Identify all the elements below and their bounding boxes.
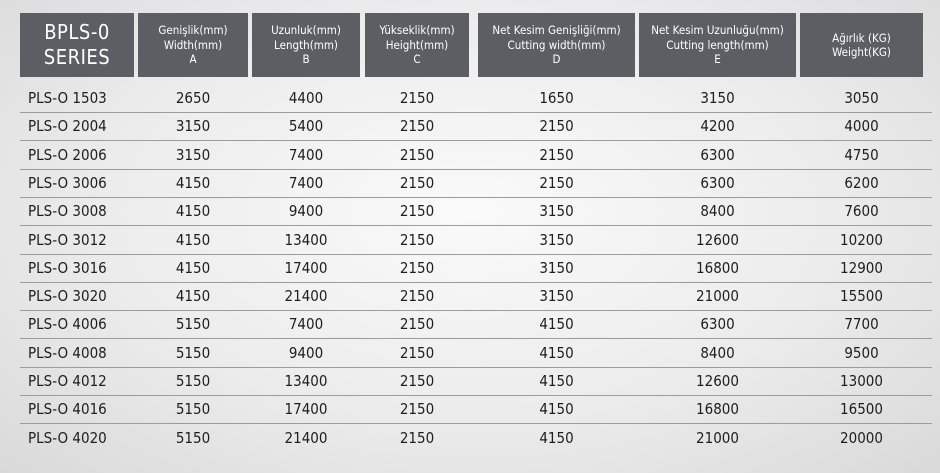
width-cell: 5150 <box>175 400 211 419</box>
table-row <box>20 84 932 113</box>
cutting-length-cell: 3150 <box>700 89 735 107</box>
length-cell: 7400 <box>288 173 324 192</box>
series-title-line1: BPLS-0 <box>44 20 110 44</box>
height-cell: 2150 <box>399 230 435 249</box>
height-cell: 2150 <box>399 372 435 390</box>
model-cell: PLS-O 3006 <box>28 173 107 192</box>
header-code: B <box>302 52 310 67</box>
table-row <box>20 395 932 424</box>
header-tr: Net Kesim Genişliği(mm) <box>492 23 621 38</box>
width-cell: 4150 <box>175 202 211 221</box>
column-header-weight <box>800 13 923 77</box>
height-cell: 2150 <box>399 428 435 447</box>
cutting-width-cell: 4150 <box>539 428 574 447</box>
model-cell: PLS-O 2006 <box>28 145 107 164</box>
header-tr: Net Kesim Uzunluğu(mm) <box>651 23 784 38</box>
header-en: Width(mm) <box>163 37 223 52</box>
table-row <box>20 339 932 368</box>
cutting-length-cell: 8400 <box>700 343 735 362</box>
cutting-width-cell: 2150 <box>539 117 574 136</box>
width-cell: 2650 <box>175 89 211 107</box>
weight-cell: 3050 <box>844 89 879 107</box>
width-cell: 4150 <box>175 287 211 306</box>
length-cell: 9400 <box>288 202 324 221</box>
column-header-length <box>252 13 360 77</box>
width-cell: 5150 <box>175 428 211 447</box>
model-cell: PLS-O 4006 <box>28 315 107 334</box>
height-cell: 2150 <box>399 258 435 277</box>
table-row <box>20 310 932 339</box>
length-cell: 4400 <box>288 89 324 107</box>
table-row <box>20 141 932 170</box>
height-cell: 2150 <box>399 89 435 107</box>
cutting-length-cell: 16800 <box>696 258 739 277</box>
series-header <box>20 13 134 77</box>
model-cell: PLS-O 4008 <box>28 343 107 362</box>
height-cell: 2150 <box>399 315 435 334</box>
cutting-width-cell: 4150 <box>539 400 574 419</box>
width-cell: 4150 <box>175 230 211 249</box>
table-row <box>20 169 932 198</box>
weight-cell: 7600 <box>844 202 879 221</box>
column-header-width <box>138 13 248 77</box>
cutting-width-cell: 3150 <box>539 258 574 277</box>
length-cell: 5400 <box>288 117 324 136</box>
column-header-cutting-width <box>478 13 635 77</box>
model-cell: PLS-O 2004 <box>28 117 107 136</box>
weight-cell: 20000 <box>840 428 883 447</box>
header-code: D <box>552 52 561 67</box>
weight-cell: 7700 <box>844 315 879 334</box>
weight-cell: 6200 <box>844 173 879 192</box>
height-cell: 2150 <box>399 173 435 192</box>
height-cell: 2150 <box>399 400 435 419</box>
cutting-width-cell: 3150 <box>539 230 574 249</box>
height-cell: 2150 <box>399 287 435 306</box>
length-cell: 13400 <box>284 372 328 390</box>
height-cell: 2150 <box>399 145 435 164</box>
weight-cell: 4750 <box>844 145 879 164</box>
model-cell: PLS-O 4020 <box>28 428 107 447</box>
weight-cell: 16500 <box>840 400 883 419</box>
cutting-length-cell: 12600 <box>696 372 739 390</box>
cutting-length-cell: 16800 <box>696 400 739 419</box>
cutting-length-cell: 8400 <box>700 202 735 221</box>
table-row <box>20 112 932 141</box>
header-en: Weight(KG) <box>832 45 891 59</box>
height-cell: 2150 <box>399 202 435 221</box>
header-en: Height(mm) <box>385 37 449 52</box>
weight-cell: 9500 <box>844 343 879 362</box>
cutting-width-cell: 2150 <box>539 145 574 164</box>
header-code: A <box>189 52 197 67</box>
model-cell: PLS-O 3016 <box>28 258 107 277</box>
width-cell: 4150 <box>175 173 211 192</box>
weight-cell: 12900 <box>840 258 883 277</box>
cutting-length-cell: 6300 <box>700 173 735 192</box>
column-header-cutting-length <box>639 13 796 77</box>
header-en: Length(mm) <box>274 37 338 52</box>
header-en: Cutting length(mm) <box>666 37 769 52</box>
header-code: C <box>413 52 421 67</box>
weight-cell: 15500 <box>840 287 883 306</box>
width-cell: 3150 <box>175 145 211 164</box>
model-cell: PLS-O 4012 <box>28 372 107 390</box>
cutting-width-cell: 3150 <box>539 287 574 306</box>
cutting-length-cell: 21000 <box>696 287 739 306</box>
table-row <box>20 367 932 396</box>
cutting-length-cell: 12600 <box>696 230 739 249</box>
length-cell: 17400 <box>284 258 328 277</box>
length-cell: 21400 <box>284 287 328 306</box>
cutting-width-cell: 2150 <box>539 173 574 192</box>
cutting-width-cell: 4150 <box>539 315 574 334</box>
model-cell: PLS-O 1503 <box>28 89 107 107</box>
cutting-length-cell: 6300 <box>700 145 735 164</box>
column-header-height <box>365 13 469 77</box>
header-code: E <box>714 52 721 67</box>
header-en: Cutting width(mm) <box>507 37 606 52</box>
weight-cell: 13000 <box>840 372 883 390</box>
cutting-width-cell: 3150 <box>539 202 574 221</box>
length-cell: 13400 <box>284 230 328 249</box>
model-cell: PLS-O 4016 <box>28 400 107 419</box>
width-cell: 5150 <box>175 372 211 390</box>
table-row <box>20 254 932 283</box>
header-tr: Ağırlık (KG) <box>832 30 891 45</box>
header-tr: Yükseklik(mm) <box>379 23 455 38</box>
length-cell: 7400 <box>288 315 324 334</box>
weight-cell: 10200 <box>840 230 883 249</box>
model-cell: PLS-O 3008 <box>28 202 107 221</box>
cutting-width-cell: 4150 <box>539 343 574 362</box>
cutting-length-cell: 4200 <box>700 117 735 136</box>
cutting-length-cell: 6300 <box>700 315 735 334</box>
series-title-line2: SERIES <box>43 45 111 69</box>
height-cell: 2150 <box>399 117 435 136</box>
table-row <box>20 197 932 226</box>
width-cell: 4150 <box>175 258 211 277</box>
cutting-length-cell: 21000 <box>696 428 739 447</box>
header-tr: Genişlik(mm) <box>158 23 228 38</box>
table-row <box>20 226 932 255</box>
length-cell: 17400 <box>284 400 328 419</box>
length-cell: 9400 <box>288 343 324 362</box>
width-cell: 3150 <box>175 117 211 136</box>
width-cell: 5150 <box>175 315 211 334</box>
header-tr: Uzunluk(mm) <box>271 23 341 38</box>
table-row <box>20 424 932 452</box>
weight-cell: 4000 <box>844 117 879 136</box>
height-cell: 2150 <box>399 343 435 362</box>
cutting-width-cell: 1650 <box>539 89 574 107</box>
length-cell: 21400 <box>284 428 328 447</box>
model-cell: PLS-O 3012 <box>28 230 107 249</box>
model-cell: PLS-O 3020 <box>28 287 107 306</box>
table-row <box>20 282 932 311</box>
width-cell: 5150 <box>175 343 211 362</box>
cutting-width-cell: 4150 <box>539 372 574 390</box>
length-cell: 7400 <box>288 145 324 164</box>
